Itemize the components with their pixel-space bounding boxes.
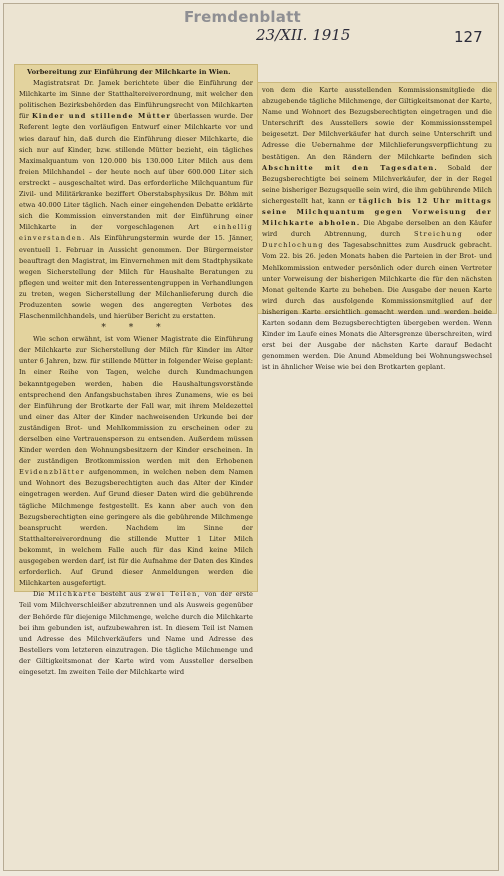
- paragraph-1-text-e: Als Einführungstermin wurde der 15. Jänner, eventuell 1. Februar in Aussicht genommen. Der Bürgermeister beauftragt den Magistrat, im Einvernehmen mit dem Stadtphysikate wegen Sicherstellung der Milch für Haushalte Beratungen zu pflegen und weiter mit den Interessentengruppen in Verhandlungen zu treten, wegen Sicherstellung der Milchanlieferung durch die Produzenten sowie wegen des angeregten Verbotes des Flaschenmilchhandels, und hierüber Bericht zu erstatten.: [19, 234, 254, 321]
- paragraph-1-emphasis-children-mothers: Kinder und stillende Mütter: [31, 112, 172, 121]
- clipping-column-2: [257, 82, 497, 372]
- paragraph-3-emphasis-two-parts: zwei Teilen,: [145, 590, 201, 599]
- column-2-paragraph: [262, 85, 492, 373]
- publication-stamp: Fremdenblatt: [184, 8, 301, 26]
- column-2-text-i: des Tagesabschnittes zum Ausdruck gebracht. Vom 22. bis 26. jeden Monats haben die Parteien in der Brot- und Mehlkommission entweder persönlich oder durch einen Vertreter unter Vorweisung der bisherigen Milchkarte die für den nächsten Monat geltende Karte zu beheben. Die Ausgabe der neuen Karte wird durch das ausfolgende Kommissionsmitglied auf der bisherigen Karte ersichtlich gemacht werden und werden beide Karten sodann dem Bezugsberechtigten übergeben werden. Wenn Kinder im Laufe eines Monats die Altersgrenze überschreiten, wird erst bei der Ausgabe der nächsten Karte darauf Bedacht genommen werden. Die Anund Abmeldung bei Wohnungswechsel ist in ähnlicher Weise wie bei den Brotkarten geplant.: [262, 241, 492, 372]
- paragraph-1-text-a: Magistratsrat Dr. Jamek berichtete über die Einführung der Milchkarte im Sinne der Statthaltereiverordnung, mit welcher den politischen Bezirksbehörden das Einführungsrecht von Milchkarten für: [19, 79, 253, 121]
- clipping-column-1: [14, 64, 258, 676]
- column-2-text-a: von dem die Karte ausstellenden Kommissionsmitgliede die abzugebende tägliche Milchmenge, der Giltigkeitsmonat der Karte, Name und Wohnort des Bezugsberechtigten eingetragen und die Unterschrift des Ausstellers sowie der Kommissionsstempel beigesetzt. Der Milchverkäufer hat durch seine Unterschrift und Adresse die Uebernahme der Milchlieferungsverpflichtung zu bestätigen. An den Rändern der Milchkarte befinden sich: [262, 86, 492, 161]
- paragraph-1-emphasis-unanimous: einhellig einverstanden.: [19, 223, 253, 243]
- handwritten-date: 23/XII. 1915: [256, 26, 351, 44]
- column-2-emphasis-striking: Streichung: [413, 230, 463, 239]
- paragraph-3-text-c: besteht aus: [100, 590, 142, 599]
- paragraph-3-text-a: Die: [33, 590, 45, 599]
- section-divider-stars: * * *: [101, 323, 171, 334]
- page-number: 127: [454, 28, 483, 46]
- column-2-text-e: Die Abgabe derselben an den Käufer wird durch Abtrennung, durch: [262, 219, 492, 239]
- column-2-emphasis-punching: Durchlochung: [262, 241, 324, 250]
- column-2-text-g: oder: [476, 230, 493, 239]
- paragraph-2: [19, 334, 253, 589]
- paragraph-3-emphasis-milk-card: Milchkarte: [48, 590, 97, 599]
- paragraph-3-text-e: von der erste Teil vom Milchverschleißer abzutrennen und als Ausweis gegenüber der Behörde für diejenige Milchmenge, welche durch die Milchkarte bei ihm gebunden ist, aufzubewahren ist. In diesem Teil ist Namen und Adresse des Milchverkäufers und Name und Adresse des Bestellers vom letzteren einzutragen. Die tägliche Milchmenge und der Giltigkeitsmonat der Karte wird vom Aussteller derselben eingesetzt. Im zweiten Teile der Milchkarte wird: [19, 590, 253, 676]
- column-2-emphasis-date-sections: Abschnitte mit den Tagesdaten.: [262, 163, 438, 172]
- paragraph-2-text-a: Wie schon erwähnt, ist vom Wiener Magistrate die Einführung der Milchkarte zur Sicherstellung der Milch für Kinder im Alter unter 6 Jahren, bzw. für stillende Mütter in folgender Weise geplant: In einer Reihe von Tagen, welche durch Kundmachungen bekanntgegeben werden, haben die Haushaltungsvorstände entsprechend den Anfangsbuchstaben ihres Zunamens, wie es bei der Einführung der Brotkarte der Fall war, mit ihrem Meldezettel und einer das Alter der Kinder nachweisenden Urkunde bei der zuständigen Brot- und Mehlkommission zu erscheinen oder zu derselben eine Vertrauensperson zu entsenden. Außerdem müssen Kinder werden den Wohnungsbesitzern der Kinder erscheinen. In der zuständigen Brotkommission werden mit den Erhobenen: [19, 335, 253, 466]
- column-2-emphasis-daily-pickup: täglich bis 12 Uhr mittags seine Milchquantum gegen Vorweisung der Milchkarte abholen.: [262, 196, 492, 228]
- paragraph-3: [19, 589, 253, 678]
- paragraph-2-emphasis-evidence-sheets: Evidenzblätter: [19, 468, 85, 477]
- column-2-text-c: Sobald der Bezugsberechtigte bei seinem Milchverkäufer, der in der Regel seine bisheriger Bezugsquelle sein wird, die ihm gebührende Milch sichergestellt hat, kann er: [262, 163, 492, 205]
- article-headline: Vorbereitung zur Einführung der Milchkarte in Wien.: [27, 68, 231, 76]
- paragraph-1-text-c: überlassen wurde. Der Referent legte den vorläufigen Entwurf einer Milchkarte vor und wies darauf hin, daß durch die Einführung dieser Milchkarte, die sich nur auf Kinder, bzw. stillende Mütter bezieht, ein tägliches Maximalquantum von 120.000 bis 130.000 Liter Milch aus dem freien Milchhandel – der heute noch auf über 600.000 Liter sich erstreckt – ausgeschaltet wird. Das erforderliche Milchquantum für Zivil- und Militärkranke beziffert Oberstabsphysikus Dr. Böhm mit etwa 40.000 Liter täglich. Nach einer eingehenden Debatte erklärte sich die Kommission einverstanden mit der Einführung einer Milchkarte in der vorgeschlagenen Art: [19, 112, 253, 232]
- paragraph-1: [19, 78, 253, 322]
- paragraph-2-text-c: aufgenommen, in welchen neben dem Namen und Wohnort des Bezugsberechtigten auch das Alter der Kinder eingetragen werden. Auf Grund dieser Daten wird die gebührende tägliche Milchmenge festgestellt. Es kann aber auch von den Bezugsberechtigten eine geringere als die gebührende Milchmenge beansprucht werden. Nachdem im Sinne der Statthaltereiverordnung die stillende Mutter 1 Liter Milch bekommt, in welchem Falle auch für das Kind keine Milch ausgegeben werden darf, ist für die Aufnahme der Daten des Kindes erforderlich. Auf Grund dieser Anmeldungen werden die Milchkarten ausgefertigt.: [19, 468, 253, 588]
